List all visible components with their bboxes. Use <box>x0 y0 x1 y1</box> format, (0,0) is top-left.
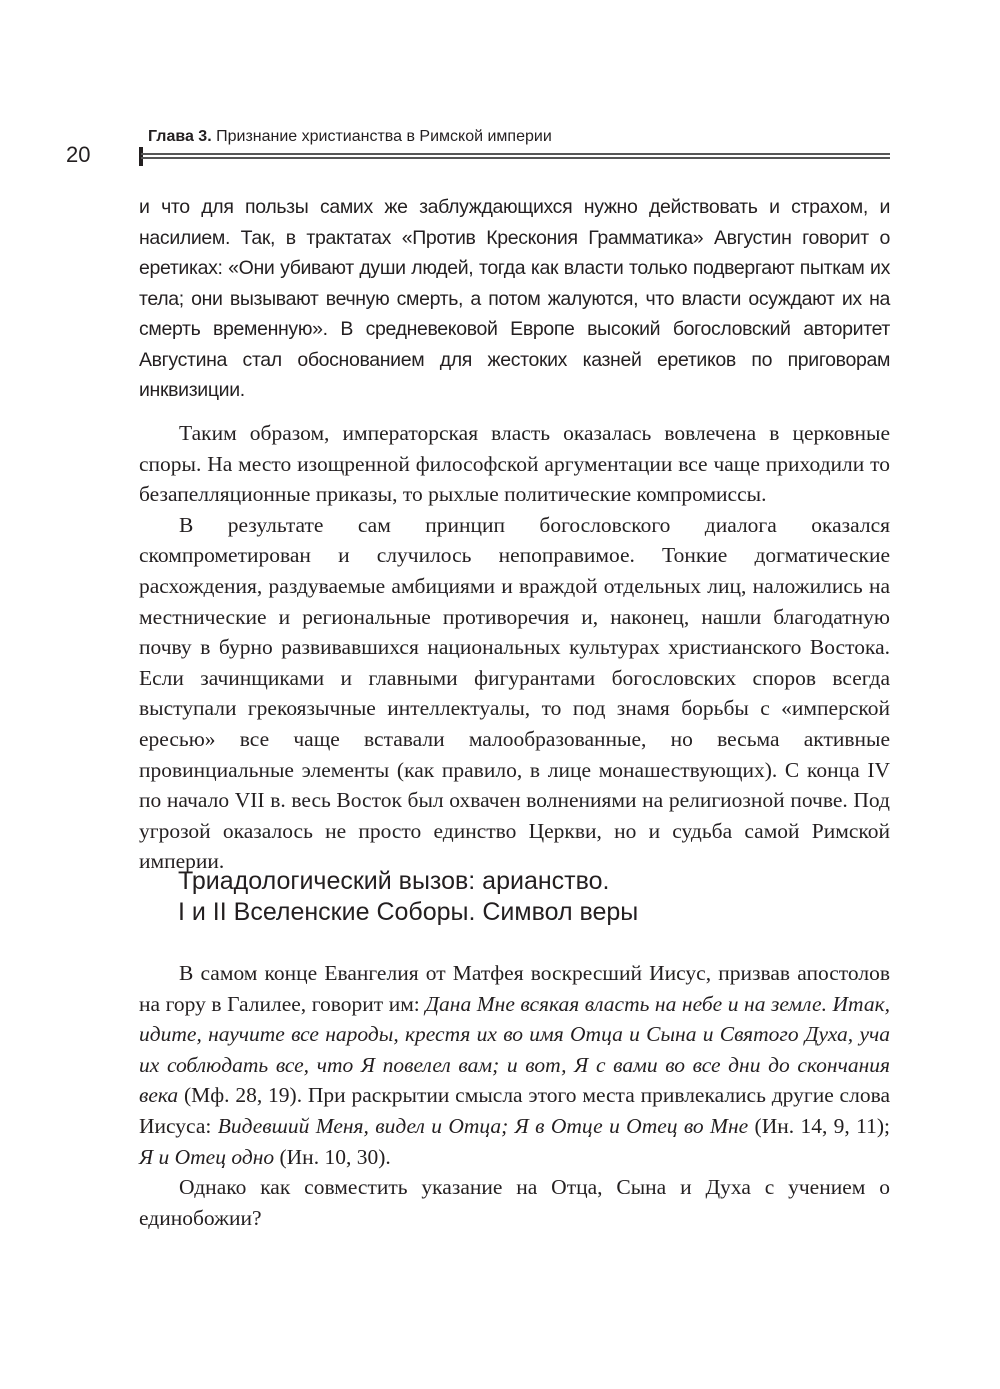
paragraph: Таким образом, императорская власть оказалась вовлечена в церковные споры. На место изощренной философской аргументации все чаще приходили то безапелляционные приказы, то рыхлые политические компромиссы. <box>139 421 890 507</box>
running-head <box>148 128 552 146</box>
header-rule <box>141 153 890 155</box>
text: (Ин. 10, 30). <box>274 1144 391 1169</box>
header-rule <box>141 157 890 159</box>
chapter-title: Признание христианства в Римской империи <box>216 128 552 145</box>
scripture-quote: Видевший Меня, видел и Отца; Я в Отце и Отец во Мне <box>217 1113 749 1138</box>
section-heading-line: I и II Вселенские Соборы. Символ веры <box>178 898 639 926</box>
text: В самом конце Евангелия от Матфея воскресший Иисус, призвав апостолов на гору в Галилее, говорит им: <box>139 961 890 1016</box>
scripture-quote: Я и Отец одно <box>139 1144 275 1169</box>
text: (Ин. 14, 9, 11); <box>748 1113 891 1138</box>
paragraph <box>139 958 890 1172</box>
scripture-quote: Дана Мне всякая власть на небе и на земле. Итак, идите, научите все народы, крестя их во имя Отца и Сына и Святого Духа, уча их соблюдать все, что Я повелел вам; и вот, Я с вами во все дни до скончания века <box>139 991 890 1108</box>
body-block-a <box>139 418 890 877</box>
section-heading <box>178 866 638 928</box>
intro-paragraph: и что для пользы самих же заблуждающихся нужно действовать и страхом, и насилием. Так, в трактатах «Против Крескония Грамматика» Августин говорит о еретиках: «Они убивают души людей, тогда как власти только подвергают пыткам их тела; они вызывают вечную смерть, а потом жалуются, что власти осуждают их на смерть временную». В средневековой Европе высокий богословский авторитет Августина стал обоснованием для жестоких казней еретиков по приговорам инквизиции. <box>139 196 890 401</box>
chapter-label: Глава 3. <box>148 128 212 145</box>
text: (Мф. 28, 19). При раскрытии смысла этого места привлекались другие слова Иисуса: <box>139 1083 890 1138</box>
page-number: 20 <box>66 142 91 167</box>
section-heading-line: Триадологический вызов: арианство. <box>178 867 610 895</box>
body-block-b <box>139 958 890 1233</box>
paragraph: В результате сам принцип богословского диалога оказался скомпрометирован и случилось непоправимое. Тонкие догматические расхождения, раздуваемые амбициями и враждой отдельных лиц, наложились на местнические и региональные противоречия и, наконец, нашли благодатную почву в бурно развивавшихся национальных культурах христианского Востока. Если зачинщиками и главными фигурантами богословских споров всегда выступали грекоязычные интеллектуалы, то под знамя борьбы с «имперской ересью» все чаще вставали малообразованные, но весьма активные провинциальные элементы (как правило, в лице монашествующих). С конца IV по начало VII в. весь Восток был охвачен волнениями на религиозной почве. Под угрозой оказалось не просто единство Церкви, но и судьба самой Римской империи. <box>139 512 890 874</box>
paragraph: Однако как совместить указание на Отца, Сына и Духа с учением о единобожии? <box>139 1175 890 1230</box>
